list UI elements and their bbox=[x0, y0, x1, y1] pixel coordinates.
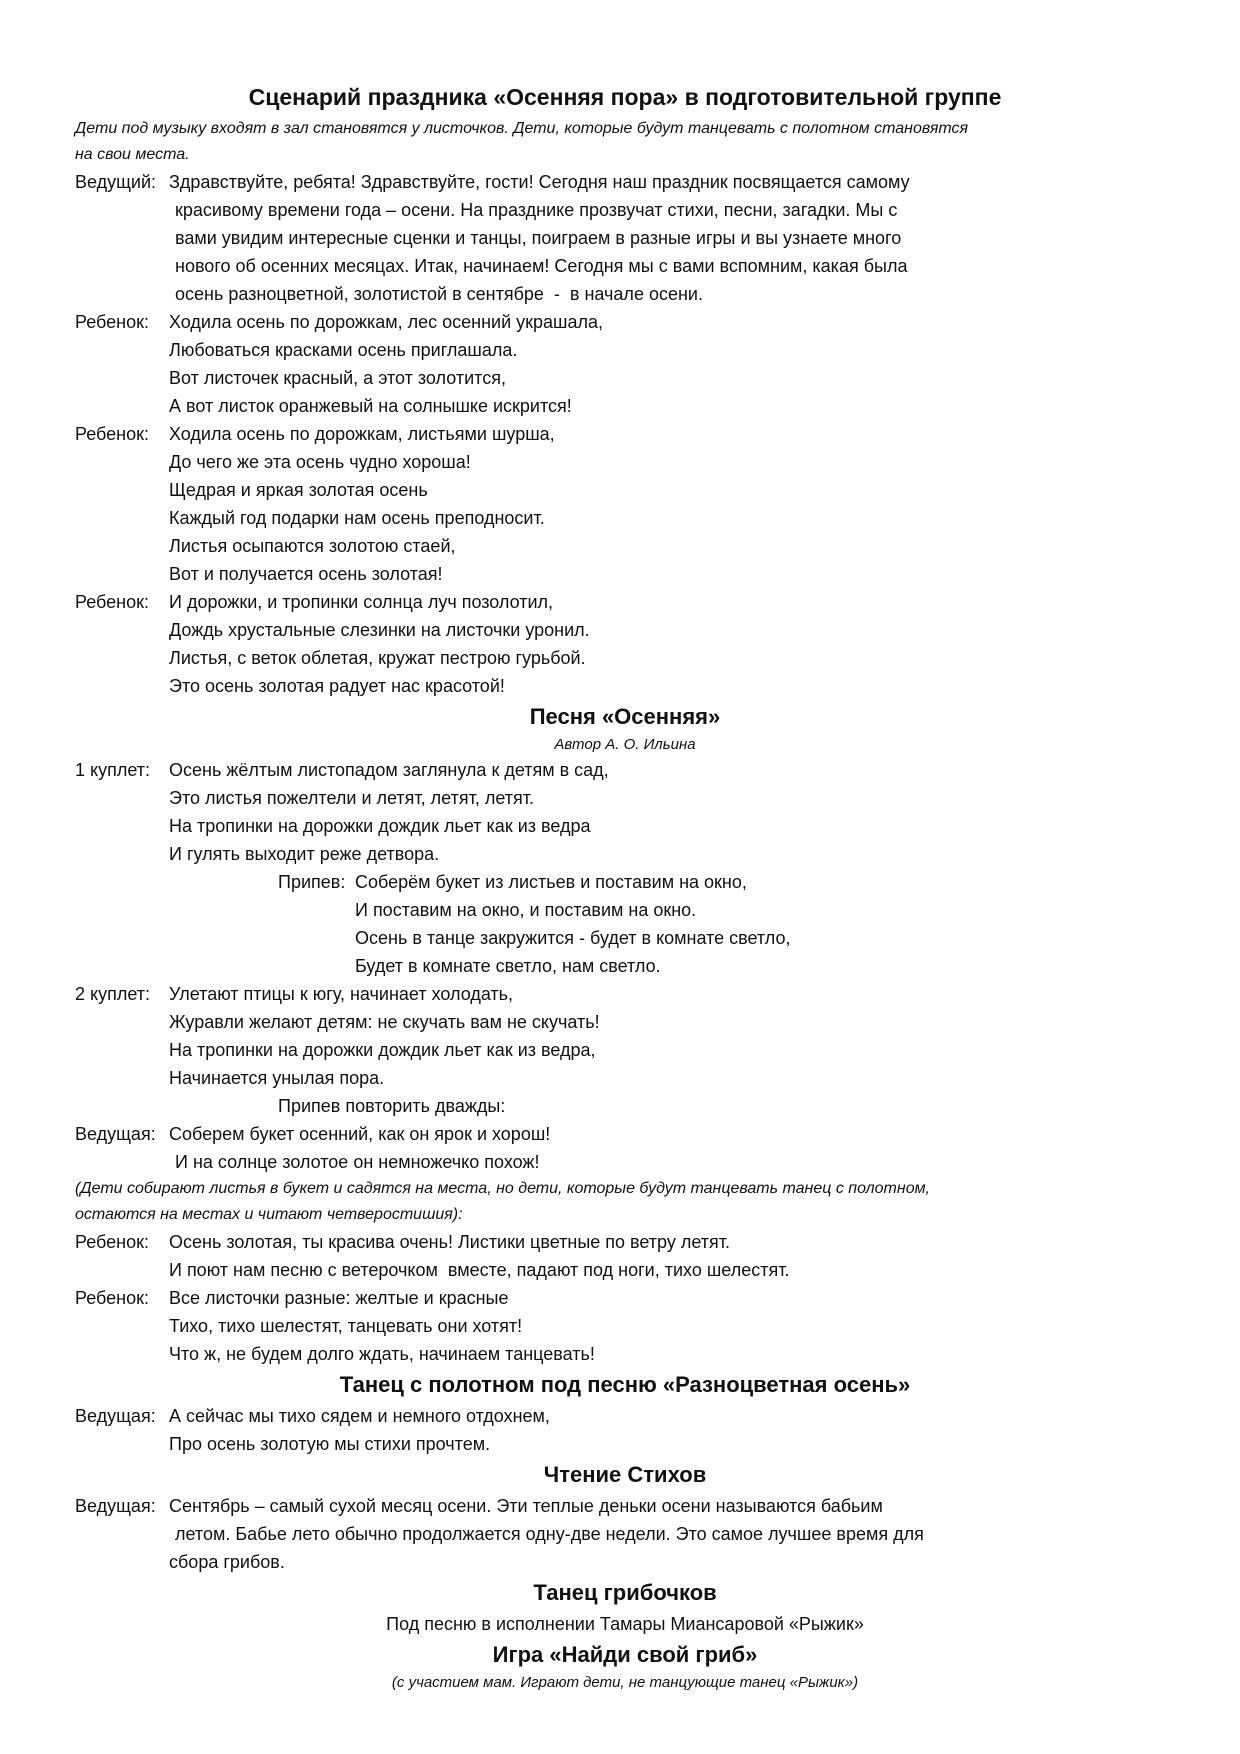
speaker-label: Ведущая: bbox=[75, 1496, 156, 1516]
line-text: Каждый год подарки нам осень преподносит. bbox=[169, 508, 545, 528]
script-line bbox=[75, 784, 1175, 812]
speaker-label: Ребенок: bbox=[75, 1288, 149, 1308]
line-text: Про осень золотую мы стихи прочтем. bbox=[169, 1434, 491, 1454]
line-text: Здравствуйте, ребята! Здравствуйте, гости! Сегодня наш праздник посвящается самому bbox=[169, 172, 910, 192]
script-line bbox=[75, 336, 1175, 364]
script-line bbox=[75, 532, 1175, 560]
script-line bbox=[75, 1148, 1175, 1176]
line-text: нового об осенних месяцах. Итак, начинаем! Сегодня мы с вами вспомним, какая была bbox=[175, 256, 908, 276]
line-text: Осень жёлтым листопадом заглянула к детям в сад, bbox=[169, 760, 609, 780]
script-line bbox=[75, 1120, 1175, 1148]
line-text: Начинается унылая пора. bbox=[169, 1068, 385, 1088]
script-line bbox=[75, 952, 1175, 980]
line-text: Тихо, тихо шелестят, танцевать они хотят! bbox=[169, 1316, 523, 1336]
speaker-label: Ребенок: bbox=[75, 424, 149, 444]
speaker-label: Ведущая: bbox=[75, 1406, 156, 1426]
line-text: На тропинки на дорожки дождик льет как из ведра bbox=[169, 816, 591, 836]
section-heading: Танец с полотном под песню «Разноцветная осень» bbox=[339, 1372, 911, 1397]
line-text: И гулять выходит реже детвора. bbox=[169, 844, 440, 864]
line-text: вами увидим интересные сценки и танцы, поиграем в разные игры и вы узнаете много bbox=[175, 228, 902, 248]
script-line bbox=[75, 252, 1175, 280]
line-text: Будет в комнате светло, нам светло. bbox=[355, 956, 661, 976]
script-line bbox=[75, 420, 1175, 448]
script-line bbox=[75, 868, 1175, 896]
stage-direction: на свои места. bbox=[75, 146, 190, 163]
line-text: сбора грибов. bbox=[169, 1552, 285, 1572]
speaker-label: Припев: bbox=[278, 872, 346, 892]
note-line: (с участием мам. Играют дети, не танцующие танец «Рыжик») bbox=[391, 1674, 859, 1691]
script-line bbox=[75, 1312, 1175, 1340]
line-text: Вот и получается осень золотая! bbox=[169, 564, 443, 584]
section-heading: Чтение Стихов bbox=[543, 1462, 707, 1487]
script-line bbox=[75, 644, 1175, 672]
line-text: Вот листочек красный, а этот золотится, bbox=[169, 368, 506, 388]
document-title: Сценарий праздника «Осенняя пора» в подготовительной группе bbox=[248, 84, 1002, 110]
line-text: Осень золотая, ты красива очень! Листики цветные по ветру летят. bbox=[169, 1232, 731, 1252]
script-line bbox=[75, 280, 1175, 308]
speaker-label: Ребенок: bbox=[75, 1232, 149, 1252]
line-text: Соберём букет из листьев и поставим на окно, bbox=[355, 872, 747, 892]
script-line bbox=[75, 392, 1175, 420]
script-line bbox=[75, 980, 1175, 1008]
line-text: И поют нам песню с ветерочком вместе, падают под ноги, тихо шелестят. bbox=[169, 1260, 790, 1280]
line-text: Щедрая и яркая золотая осень bbox=[169, 480, 428, 500]
stage-direction: Дети под музыку входят в зал становятся у листочков. Дети, которые будут танцевать с полотном становятся bbox=[75, 120, 969, 137]
script-line bbox=[75, 1548, 1175, 1576]
script-line bbox=[75, 756, 1175, 784]
script-line bbox=[75, 672, 1175, 700]
line-text: летом. Бабье лето обычно продолжается одну-две недели. Это самое лучшее время для bbox=[175, 1524, 924, 1544]
script-line bbox=[75, 448, 1175, 476]
script-line bbox=[75, 560, 1175, 588]
script-line bbox=[75, 364, 1175, 392]
line-text: Это листья пожелтели и летят, летят, летят. bbox=[169, 788, 534, 808]
line-text: Листья, с веток облетая, кружат пестрою гурьбой. bbox=[169, 648, 586, 668]
line-text: Соберем букет осенний, как он ярок и хорош! bbox=[169, 1124, 551, 1144]
script-line bbox=[75, 476, 1175, 504]
line-text: Это осень золотая радует нас красотой! bbox=[169, 676, 505, 696]
line-text: На тропинки на дорожки дождик льет как из ведра, bbox=[169, 1040, 596, 1060]
line-text: До чего же эта осень чудно хороша! bbox=[169, 452, 471, 472]
line-text: Ходила осень по дорожкам, лес осенний украшала, bbox=[169, 312, 604, 332]
script-line bbox=[75, 1340, 1175, 1368]
script-line bbox=[75, 1092, 1175, 1120]
note-line: Автор А. О. Ильина bbox=[554, 736, 696, 753]
line-text: осень разноцветной, золотистой в сентябре - в начале осени. bbox=[175, 284, 703, 304]
script-line bbox=[75, 1008, 1175, 1036]
stage-direction: остаются на местах и читают четверостишия): bbox=[75, 1206, 463, 1223]
line-text: Все листочки разные: желтые и красные bbox=[169, 1288, 509, 1308]
line-text: Любоваться красками осень приглашала. bbox=[169, 340, 518, 360]
script-line bbox=[75, 1256, 1175, 1284]
line-text: А вот листок оранжевый на солнышке искрится! bbox=[169, 396, 572, 416]
line-text: И дорожки, и тропинки солнца луч позолотил, bbox=[169, 592, 554, 612]
section-heading: Танец грибочков bbox=[533, 1580, 717, 1605]
line-text: Осень в танце закружится - будет в комнате светло, bbox=[355, 928, 791, 948]
centered-line: Под песню в исполнении Тамары Миансаровой «Рыжик» bbox=[386, 1614, 864, 1634]
speaker-label: Припев повторить дважды: bbox=[278, 1096, 506, 1116]
document-body bbox=[75, 116, 1175, 1694]
speaker-label: Ребенок: bbox=[75, 312, 149, 332]
script-line bbox=[75, 168, 1175, 196]
script-line bbox=[75, 1064, 1175, 1092]
line-text: красивому времени года – осени. На празднике прозвучат стихи, песни, загадки. Мы с bbox=[175, 200, 898, 220]
script-line bbox=[75, 588, 1175, 616]
script-line bbox=[75, 1228, 1175, 1256]
script-line bbox=[75, 224, 1175, 252]
line-text: А сейчас мы тихо сядем и немного отдохнем, bbox=[169, 1406, 550, 1426]
line-text: Что ж, не будем долго ждать, начинаем танцевать! bbox=[169, 1344, 595, 1364]
line-text: Журавли желают детям: не скучать вам не скучать! bbox=[169, 1012, 600, 1032]
line-text: И на солнце золотое он немножечко похож! bbox=[175, 1152, 540, 1172]
line-text: Ходила осень по дорожкам, листьями шурша, bbox=[169, 424, 555, 444]
speaker-label: Ребенок: bbox=[75, 592, 149, 612]
speaker-label: 2 куплет: bbox=[75, 984, 150, 1004]
script-line bbox=[75, 1036, 1175, 1064]
script-line bbox=[75, 812, 1175, 840]
script-line bbox=[75, 1520, 1175, 1548]
speaker-label: Ведущая: bbox=[75, 1124, 156, 1144]
script-line bbox=[75, 1492, 1175, 1520]
section-heading: Песня «Осенняя» bbox=[529, 704, 721, 729]
line-text: Сентябрь – самый сухой месяц осени. Эти теплые деньки осени называются бабьим bbox=[169, 1496, 883, 1516]
line-text: Дождь хрустальные слезинки на листочки уронил. bbox=[169, 620, 590, 640]
line-text: Листья осыпаются золотою стаей, bbox=[169, 536, 456, 556]
script-line bbox=[75, 1402, 1175, 1430]
script-line bbox=[75, 308, 1175, 336]
line-text: И поставим на окно, и поставим на окно. bbox=[355, 900, 697, 920]
script-line bbox=[75, 840, 1175, 868]
script-line bbox=[75, 1430, 1175, 1458]
script-line bbox=[75, 616, 1175, 644]
script-line bbox=[75, 924, 1175, 952]
line-text: Улетают птицы к югу, начинает холодать, bbox=[169, 984, 514, 1004]
script-line bbox=[75, 1284, 1175, 1312]
stage-direction: (Дети собирают листья в букет и садятся на места, но дети, которые будут танцевать танец с полотном, bbox=[75, 1180, 930, 1197]
script-line bbox=[75, 504, 1175, 532]
speaker-label: 1 куплет: bbox=[75, 760, 150, 780]
script-line bbox=[75, 896, 1175, 924]
script-line bbox=[75, 196, 1175, 224]
section-heading: Игра «Найди свой гриб» bbox=[492, 1642, 758, 1667]
document-page bbox=[75, 78, 1175, 1694]
speaker-label: Ведущий: bbox=[75, 172, 157, 192]
